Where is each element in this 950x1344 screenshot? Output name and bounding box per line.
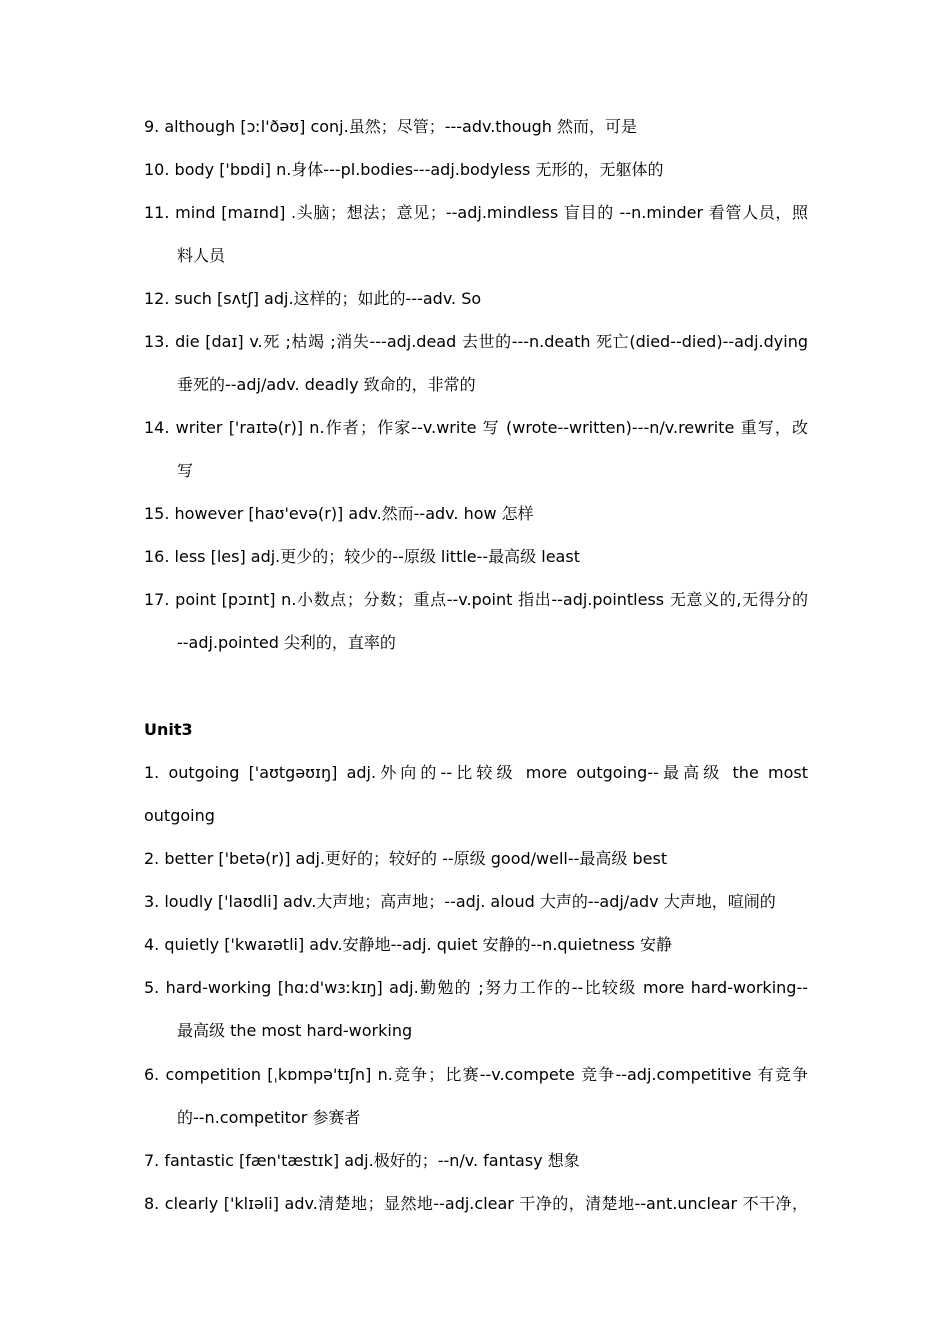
vocab-item-11-continuation: 料人员 (177, 246, 226, 265)
u3-vocab-item-5: 5. hard-working [hɑːd'wɜːkɪŋ] adj.勤勉的 ;努力工作的--比较级 more hard-working-- (144, 978, 808, 997)
u3-vocab-item-2: 2. better ['betə(r)] adj.更好的；较好的 --原级 good/well--最高级 best (144, 849, 668, 868)
u3-vocab-item-5-continuation: 最高级 the most hard-working (177, 1021, 413, 1040)
u3-vocab-item-1: 1. outgoing ['aʊtgəʊɪŋ] adj.外向的--比较级 more outgoing--最高级 the most (144, 763, 808, 782)
u3-vocab-item-4: 4. quietly ['kwaɪətli] adv.安静地--adj. quiet 安静的--n.quietness 安静 (144, 935, 673, 954)
vocab-item-14-continuation: 写 (177, 461, 194, 480)
vocab-item-15: 15. however [haʊ'evə(r)] adv.然而--adv. how 怎样 (144, 504, 534, 523)
vocab-item-17: 17. point [pɔɪnt] n.小数点；分数；重点--v.point 指出--adj.pointless 无意义的,无得分的 (144, 590, 808, 609)
u3-vocab-item-1-continuation: outgoing (144, 806, 215, 825)
vocab-item-9: 9. although [ɔːl'ðəʊ] conj.虽然；尽管；---adv.though 然而，可是 (144, 117, 638, 136)
u3-vocab-item-3: 3. loudly ['laʊdli] adv.大声地；高声地；--adj. aloud 大声的--adj/adv 大声地，喧闹的 (144, 892, 776, 911)
vocab-item-16: 16. less [les] adj.更少的；较少的--原级 little--最高级 least (144, 547, 580, 566)
u3-vocab-item-6-continuation: 的--n.competitor 参赛者 (177, 1108, 361, 1127)
section-heading-unit3: Unit3 (144, 720, 193, 739)
vocab-item-14: 14. writer ['raɪtə(r)] n.作者；作家--v.write 写 (wrote--written)---n/v.rewrite 重写，改 (144, 418, 808, 437)
u3-vocab-item-6: 6. competition [ˌkɒmpə'tɪʃn] n.竞争；比赛--v.compete 竞争--adj.competitive 有竞争 (144, 1065, 808, 1084)
vocab-item-11: 11. mind [maɪnd] .头脑；想法；意见；--adj.mindless 盲目的 --n.minder 看管人员，照 (144, 203, 808, 222)
vocab-item-17-continuation: --adj.pointed 尖利的，直率的 (177, 633, 396, 652)
vocab-item-13-continuation: 垂死的--adj/adv. deadly 致命的，非常的 (177, 375, 476, 394)
vocab-item-13: 13. die [daɪ] v.死 ;枯竭 ;消失---adj.dead 去世的---n.death 死亡(died--died)--adj.dying (144, 332, 808, 351)
u3-vocab-item-7: 7. fantastic [fæn'tæstɪk] adj.极好的；--n/v. fantasy 想象 (144, 1151, 580, 1170)
vocab-item-10: 10. body ['bɒdi] n.身体---pl.bodies---adj.bodyless 无形的，无躯体的 (144, 160, 664, 179)
vocab-item-12: 12. such [sʌtʃ] adj.这样的；如此的---adv. So (144, 289, 482, 308)
u3-vocab-item-8: 8. clearly ['klɪəli] adv.清楚地；显然地--adj.clear 干净的，清楚地--ant.unclear 不干净， (144, 1194, 808, 1213)
